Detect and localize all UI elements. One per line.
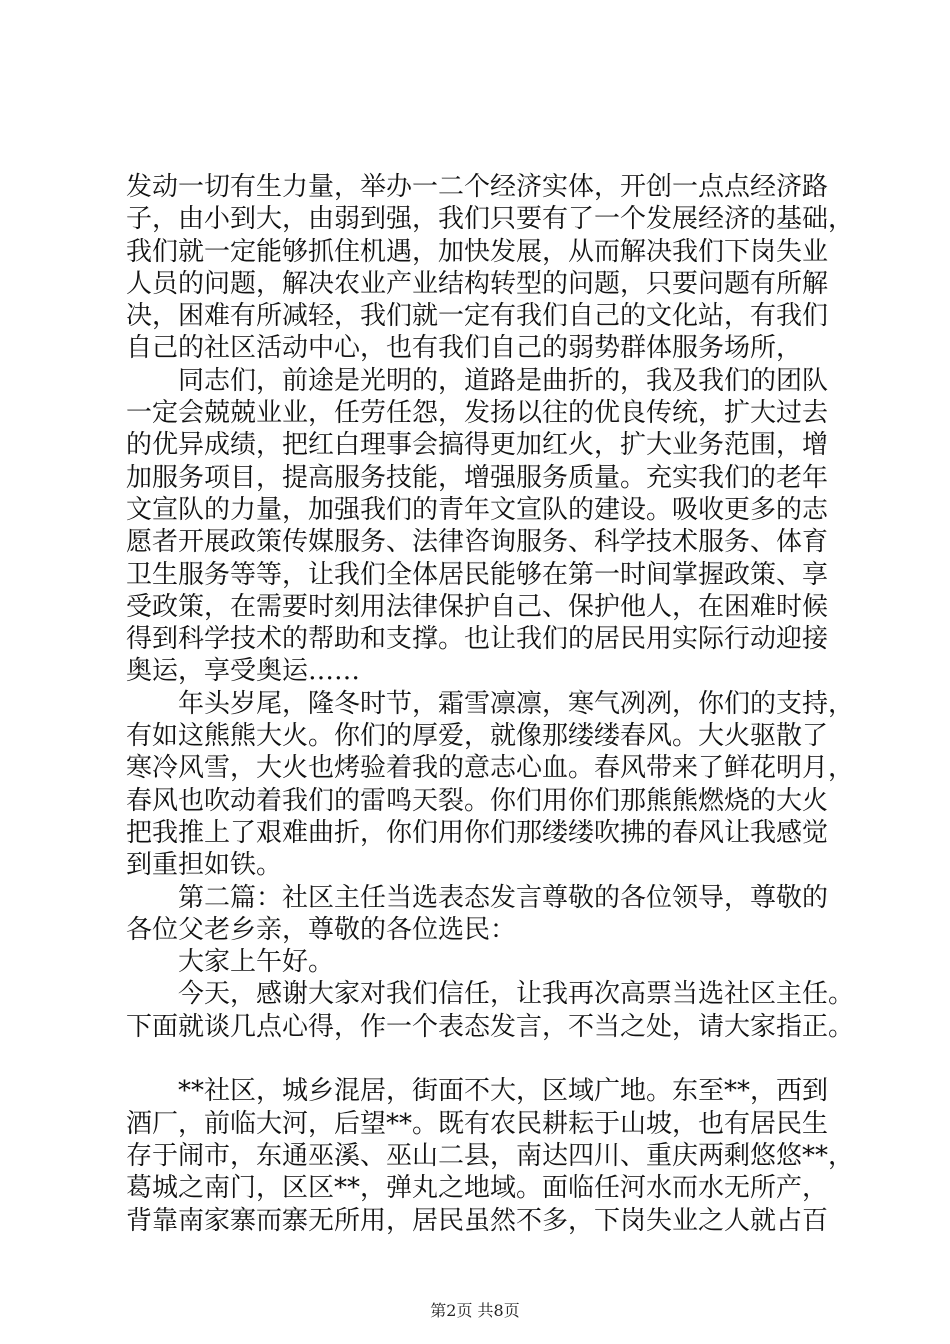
text-line: 葛城之南门，区区**，弹丸之地域。面临任河水而水无所产， [126,1173,829,1204]
text-line: 酒厂，前临大河，后望**。既有农民耕耘于山坡，也有居民生 [126,1108,829,1139]
text-line: 有如这熊熊大火。你们的厚爱，就像那缕缕春风。大火驱散了 [126,721,829,752]
text-line: 子，由小到大，由弱到强，我们只要有了一个发展经济的基础， [126,204,855,235]
text-line: 得到科学技术的帮助和支撑。也让我们的居民用实际行动迎接 [126,624,829,655]
text-line: 发动一切有生力量，举办一二个经济实体，开创一点点经济路 [126,172,829,202]
text-line: 同志们，前途是光明的，道路是曲折的，我及我们的团队 [126,365,829,396]
text-line: 背靠南家寨而寨无所用，居民虽然不多，下岗失业之人就占百 [126,1205,829,1236]
text-line: 卫生服务等等，让我们全体居民能够在第一时间掌握政策、享 [126,559,829,590]
section-heading-line: 各位父老乡亲，尊敬的各位选民： [126,914,517,945]
text-line: 到重担如铁。 [126,850,283,881]
text-line: 我们就一定能够抓住机遇，加快发展，从而解决我们下岗失业 [126,236,829,267]
text-line: 寒冷风雪，大火也烤验着我的意志心血。春风带来了鲜花明月， [126,753,855,784]
text-line: 奥运，享受奥运…… [126,656,361,687]
blank-line [126,1043,826,1075]
text-line: 文宣队的力量，加强我们的青年文宣队的建设。吸收更多的志 [126,494,829,525]
text-line: 春风也吹动着我们的雷鸣天裂。你们用你们那熊熊燃烧的大火 [126,785,829,816]
text-line: 一定会兢兢业业，任劳任怨，发扬以往的优良传统，扩大过去 [126,398,829,429]
text-line: 下面就谈几点心得，作一个表态发言，不当之处，请大家指正。 [126,1011,855,1042]
greeting-line: 大家上午好。 [126,947,335,978]
document-body [126,171,855,1237]
text-line: 年头岁尾，隆冬时节，霜雪凛凛，寒气冽冽，你们的支持， [126,688,855,719]
page-footer: 第2页 共8页 [430,1301,520,1320]
text-line: 今天，感谢大家对我们信任，让我再次高票当选社区主任。 [126,979,855,1010]
text-line: 愿者开展政策传媒服务、法律咨询服务、科学技术服务、体育 [126,527,829,558]
text-line: **社区，城乡混居，街面不大，区域广地。东至**，西到 [126,1076,829,1107]
text-line: 的优异成绩，把红白理事会搞得更加红火，扩大业务范围，增 [126,430,829,461]
text-line: 人员的问题，解决农业产业结构转型的问题，只要问题有所解 [126,268,829,299]
text-line: 自己的社区活动中心，也有我们自己的弱势群体服务场所， [126,333,803,364]
text-line: 受政策，在需要时刻用法律保护自己、保护他人，在困难时候 [126,591,829,622]
text-line: 决，困难有所减轻，我们就一定有我们自己的文化站，有我们 [126,301,829,332]
section-heading-line: 第二篇：社区主任当选表态发言尊敬的各位领导，尊敬的 [126,882,829,913]
text-line: 存于闹市，东通巫溪、巫山二县，南达四川、重庆两剩悠悠**， [126,1140,855,1171]
text-line: 把我推上了艰难曲折，你们用你们那缕缕吹拂的春风让我感觉 [126,817,829,848]
text-line: 加服务项目，提高服务技能，增强服务质量。充实我们的老年 [126,462,829,493]
